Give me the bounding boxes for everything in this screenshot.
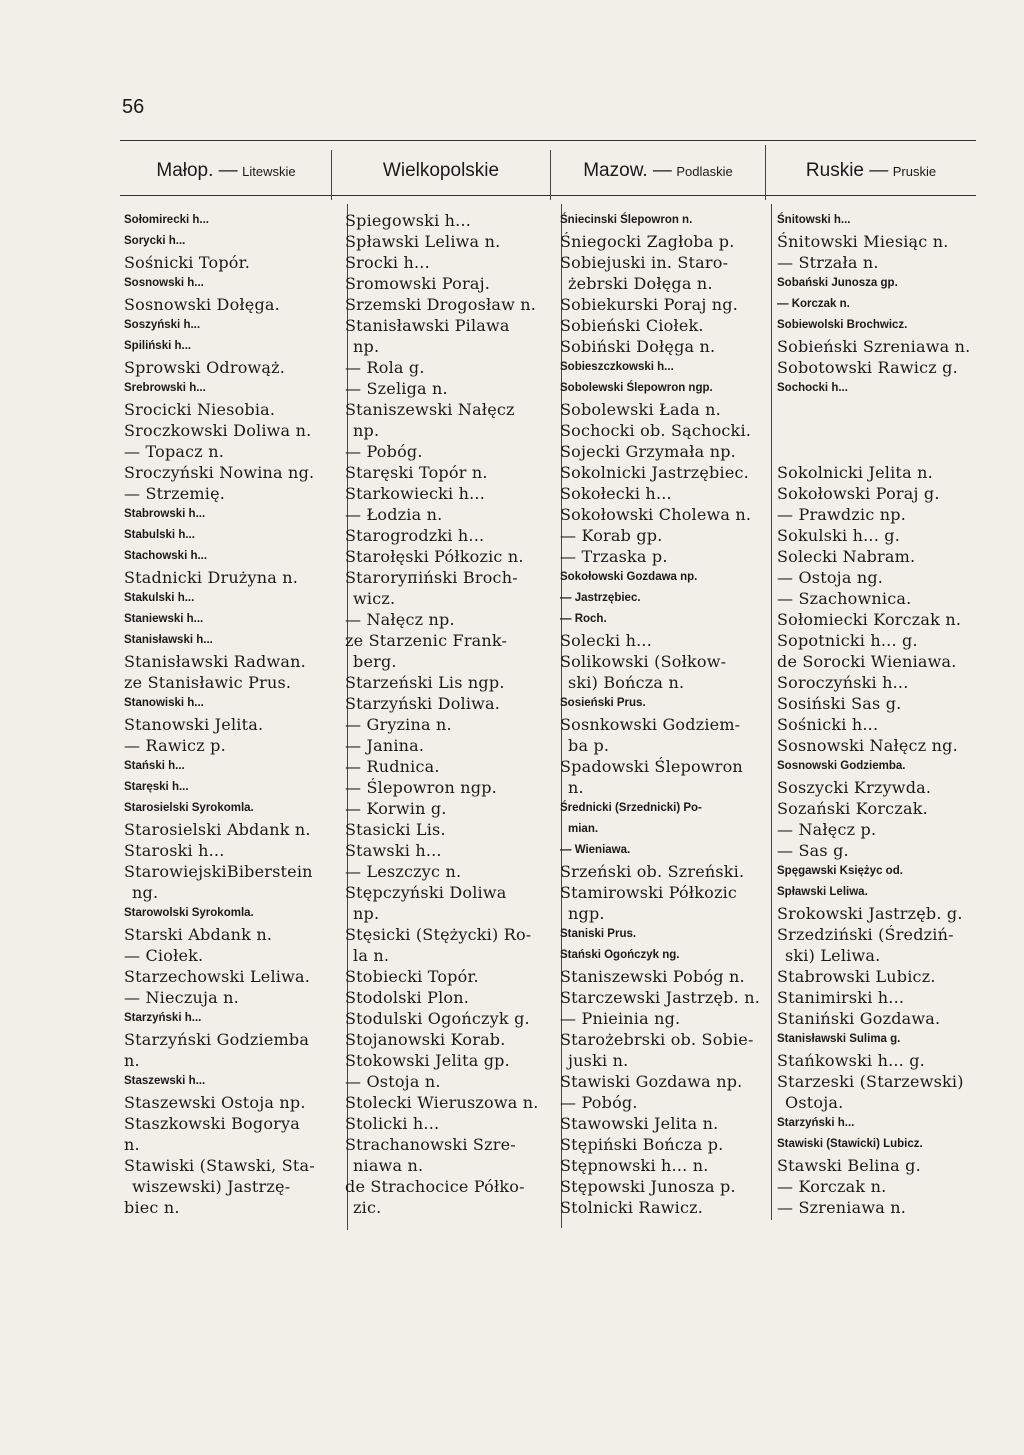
entry: la n. xyxy=(353,946,390,965)
entry: Stachowski h... xyxy=(124,550,208,562)
entry: Stawski h... xyxy=(345,841,442,860)
entry: Stanowiski h... xyxy=(124,697,204,709)
entry: berg. xyxy=(353,652,397,671)
entry: Starzyński h... xyxy=(777,1117,855,1129)
column-ruskie-pruskie xyxy=(777,210,977,1218)
entry: — Łodzia n. xyxy=(345,505,443,524)
entry: — Janina. xyxy=(345,736,425,755)
entry: — Nałęcz p. xyxy=(777,820,877,839)
entry: Sorycki h... xyxy=(124,235,186,247)
entry: Stabulski h... xyxy=(124,529,195,541)
entry: Srzeński ob. Szreński. xyxy=(560,862,745,881)
entry: Staniszewski Nałęcz xyxy=(345,400,515,419)
entry: Starczewski Jastrzęb. n. xyxy=(560,988,760,1007)
entry: Sroczyński Nowina ng. xyxy=(124,463,315,482)
entry: Sopotnicki h... g. xyxy=(777,631,918,650)
entry: Starzyński Doliwa. xyxy=(345,694,501,713)
column-divider xyxy=(331,150,332,200)
entry: StarowiejskiBiberstein xyxy=(124,862,313,881)
entry: mian. xyxy=(568,823,599,835)
entry: Stabrowski Lubicz. xyxy=(777,967,936,986)
entry: Staniewski h... xyxy=(124,613,204,625)
entry: Stawiski (Stawicki) Lubicz. xyxy=(777,1138,923,1150)
entry: Sołomirecki h... xyxy=(124,214,209,226)
entry: Sroczkowski Doliwa n. xyxy=(124,421,312,440)
entry: wiszewski) Jastrzę- xyxy=(132,1177,291,1196)
entry: ski) Bończa n. xyxy=(568,673,685,692)
header-malopolskie-litewskie: Małop. — Litewskie xyxy=(156,160,296,181)
entry: Starosielski Abdank n. xyxy=(124,820,311,839)
entry: Stawski Belina g. xyxy=(777,1156,921,1175)
entry: ze Starzenic Frank- xyxy=(345,631,508,650)
entry: Stodulski Ogończyk g. xyxy=(345,1009,530,1028)
entry: Soroczyński h... xyxy=(777,673,909,692)
entry: — Ostoja n. xyxy=(345,1072,441,1091)
entry: — Szeliga n. xyxy=(345,379,448,398)
entry: Sobiekurski Poraj ng. xyxy=(560,295,738,314)
entry: Spiegowski h... xyxy=(345,211,472,230)
entry: — Trzaska p. xyxy=(560,547,668,566)
entry: Stanisławski Sulima g. xyxy=(777,1033,901,1045)
header-bottom-rule xyxy=(120,195,976,196)
entry: Stawowski Jelita n. xyxy=(560,1114,719,1133)
entry: Stasicki Lis. xyxy=(345,820,446,839)
entry: ze Stanisławic Prus. xyxy=(124,673,292,692)
entry: — Ciołek. xyxy=(124,946,204,965)
entry: Stamirowski Półkozic xyxy=(560,883,738,902)
entry: Średnicki (Srzednicki) Po- xyxy=(560,802,702,814)
entry: Staniński Gozdawa. xyxy=(777,1009,941,1028)
entry: Sokolnicki Jastrzębiec. xyxy=(560,463,749,482)
entry: Sośnicki h... xyxy=(777,715,879,734)
entry: np. xyxy=(353,421,380,440)
entry: Sobiejuski in. Staro- xyxy=(560,253,729,272)
entry: Sołomiecki Korczak n. xyxy=(777,610,962,629)
entry: Stawiski (Stawski, Sta- xyxy=(124,1156,315,1175)
entry: — Rudnica. xyxy=(345,757,440,776)
entry: Sośnicki Topór. xyxy=(124,253,250,272)
entry: Stanowski Jelita. xyxy=(124,715,264,734)
entry: Stakulski h... xyxy=(124,592,195,604)
entry: Śniecinski Ślepowron n. xyxy=(560,214,693,226)
entry: Srocicki Niesobia. xyxy=(124,400,276,419)
entry: Śnitowski h... xyxy=(777,214,851,226)
entry: — Roch. xyxy=(560,613,607,625)
entry: Starzechowski Leliwa. xyxy=(124,967,311,986)
entry xyxy=(777,399,977,420)
entry: Sokołecki h... xyxy=(560,484,672,503)
entry: Staręski h... xyxy=(124,781,189,793)
entry: Stanimirski h... xyxy=(777,988,905,1007)
entry: Starołęski Półkozic n. xyxy=(345,547,524,566)
entry: — Szreniawa n. xyxy=(777,1198,907,1217)
column-malopolskie-litewskie xyxy=(124,210,342,1218)
entry: Stawiski Gozdawa np. xyxy=(560,1072,743,1091)
entry: Sobański Junosza gp. xyxy=(777,277,898,289)
entry: Sokolnicki Jelita n. xyxy=(777,463,933,482)
entry: — Sas g. xyxy=(777,841,849,860)
entry: Sobiewolski Brochwicz. xyxy=(777,319,908,331)
entry: — Szachownica. xyxy=(777,589,912,608)
entry: Starogrodzki h... xyxy=(345,526,485,545)
entry: n. xyxy=(568,778,584,797)
column-mazowieckie-podlaskie xyxy=(560,210,770,1218)
page-number: 56 xyxy=(122,96,145,118)
header-ruskie-pruskie: Ruskie — Pruskie xyxy=(805,160,937,181)
entry: — Korczak n. xyxy=(777,1177,887,1196)
entry: Staroryпiński Broch- xyxy=(345,568,518,587)
entry: Staszewski h... xyxy=(124,1075,206,1087)
entry: Sokulski h... g. xyxy=(777,526,900,545)
entry: Stański Ogończyk ng. xyxy=(560,949,680,961)
entry: Staniszewski Pobóg n. xyxy=(560,967,745,986)
entry: Starski Abdank n. xyxy=(124,925,273,944)
entry: Sosnkowski Godziem- xyxy=(560,715,741,734)
entry: Sromowski Poraj. xyxy=(345,274,491,293)
entry: Sobiński Dołęga n. xyxy=(560,337,716,356)
entry: Stępnowski h... n. xyxy=(560,1156,709,1175)
entry: — Pnieinia ng. xyxy=(560,1009,681,1028)
entry: Stojanowski Korab. xyxy=(345,1030,506,1049)
entry: Stępiński Bończa p. xyxy=(560,1135,724,1154)
entry: biec n. xyxy=(124,1198,180,1217)
entry xyxy=(777,441,977,462)
entry: — Rawicz p. xyxy=(124,736,226,755)
entry: Stanisławski Pilawa xyxy=(345,316,510,335)
entry: Staszewski Ostoja np. xyxy=(124,1093,306,1112)
entry: żebrski Dołęga n. xyxy=(568,274,713,293)
entry: Stolicki h... xyxy=(345,1114,440,1133)
entry: Śnitowski Miesiąc n. xyxy=(777,232,949,251)
entry: Srebrowski h... xyxy=(124,382,206,394)
entry: ng. xyxy=(132,883,159,902)
entry: — Nieczuja n. xyxy=(124,988,239,1007)
entry: — Jastrzębiec. xyxy=(560,592,641,604)
entry: Sosnowski h... xyxy=(124,277,204,289)
entry: Sobolewski Ślepowron ngp. xyxy=(560,382,713,394)
entry: — Topacz n. xyxy=(124,442,224,461)
entry: n. xyxy=(124,1051,140,1070)
entry: Stępowski Junosza p. xyxy=(560,1177,736,1196)
entry: Stokowski Jelita gp. xyxy=(345,1051,510,1070)
entry: wicz. xyxy=(353,589,396,608)
entry: Starożebrski ob. Sobie- xyxy=(560,1030,754,1049)
column-divider xyxy=(765,145,766,200)
entry: juski n. xyxy=(568,1051,629,1070)
entry: Sochocki h... xyxy=(777,382,848,394)
entry: Sokołowski Poraj g. xyxy=(777,484,940,503)
entry: Stęsicki (Stężycki) Ro- xyxy=(345,925,532,944)
table-header xyxy=(120,140,976,196)
entry: Stadnicki Drużyna n. xyxy=(124,568,299,587)
entry: Ostoja. xyxy=(785,1093,844,1112)
entry: Sosnowski Dołęga. xyxy=(124,295,280,314)
entry: — Rola g. xyxy=(345,358,425,377)
entry: Srzemski Drogosław n. xyxy=(345,295,537,314)
entry: Spęgawski Księżyc od. xyxy=(777,865,903,877)
entry: — Ostoja ng. xyxy=(777,568,884,587)
entry: Stępczyński Doliwa xyxy=(345,883,507,902)
entry: — Leszczyc n. xyxy=(345,862,462,881)
column-divider xyxy=(550,150,551,200)
entry: Staszkowski Bogorya xyxy=(124,1114,300,1133)
entry: ski) Leliwa. xyxy=(785,946,881,965)
entry: — Nałęcz np. xyxy=(345,610,455,629)
entry: Sozański Korczak. xyxy=(777,799,928,818)
entry: Starzyński h... xyxy=(124,1012,202,1024)
entry: Starowolski Syrokomla. xyxy=(124,907,254,919)
entry: — Ślepowron ngp. xyxy=(345,778,497,797)
entry: Solecki h... xyxy=(560,631,653,650)
entry: — Pobóg. xyxy=(560,1093,638,1112)
entry: Sosnowski Godziemba. xyxy=(777,760,906,772)
entry: Starkowiecki h... xyxy=(345,484,486,503)
entry: Stański h... xyxy=(124,760,185,772)
entry: Sochocki ob. Sąchocki. xyxy=(560,421,752,440)
entry: Sojecki Grzymała np. xyxy=(560,442,736,461)
entry: niawa n. xyxy=(353,1156,424,1175)
entry: Sosieński Prus. xyxy=(560,697,646,709)
entry: — Korwin g. xyxy=(345,799,447,818)
entry: — Strzała n. xyxy=(777,253,879,272)
entry: Soszyński h... xyxy=(124,319,201,331)
entry: — Korab gp. xyxy=(560,526,663,545)
entry: Solecki Nabram. xyxy=(777,547,916,566)
entry: Spiliński h... xyxy=(124,340,192,352)
entry: n. xyxy=(124,1135,140,1154)
entry: — Pobóg. xyxy=(345,442,423,461)
column-wielkopolskie xyxy=(345,210,559,1218)
entry: Sosnowski Nałęcz ng. xyxy=(777,736,958,755)
entry: Starzeski (Starzewski) xyxy=(777,1072,964,1091)
entry: Sobieński Szreniawa n. xyxy=(777,337,971,356)
entry: Sobolewski Łada n. xyxy=(560,400,721,419)
entry: — Strzemię. xyxy=(124,484,226,503)
entry: Starzyński Godziemba xyxy=(124,1030,310,1049)
entry: — Korczak n. xyxy=(777,298,850,310)
entry: Stobiecki Topór. xyxy=(345,967,479,986)
entry: zic. xyxy=(353,1198,382,1217)
entry: Stabrowski h... xyxy=(124,508,206,520)
entry: ba p. xyxy=(568,736,610,755)
entry: — Prawdzic np. xyxy=(777,505,907,524)
entry: Staniski Prus. xyxy=(560,928,637,940)
header-wielkopolskie: Wielkopolskie xyxy=(382,160,500,181)
entry: Sobieński Ciołek. xyxy=(560,316,704,335)
entry: Sosiński Sas g. xyxy=(777,694,902,713)
entry: Stanisławski h... xyxy=(124,634,213,646)
entry: Starzeński Lis ngp. xyxy=(345,673,505,692)
entry: Strachanowski Szre- xyxy=(345,1135,516,1154)
entry: Stolecki Wieruszowa n. xyxy=(345,1093,539,1112)
entry: — Wieniawa. xyxy=(560,844,631,856)
entry: Spławski Leliwa. xyxy=(777,886,868,898)
entry: Soszycki Krzywda. xyxy=(777,778,932,797)
entry: Staręski Topór n. xyxy=(345,463,488,482)
entry: Spadowski Ślepowron xyxy=(560,757,743,776)
entry: Srocki h... xyxy=(345,253,430,272)
entry: Śniegocki Zagłoba p. xyxy=(560,232,735,251)
entry: de Sorocki Wieniawa. xyxy=(777,652,957,671)
entry xyxy=(777,420,977,441)
entry: Spławski Leliwa n. xyxy=(345,232,501,251)
entry: ngp. xyxy=(568,904,605,923)
entry: Sokołowski Gozdawa np. xyxy=(560,571,698,583)
entry: Sobieszczkowski h... xyxy=(560,361,674,373)
entry: de Strachocice Półko- xyxy=(345,1177,525,1196)
entry: Srzedziński (Średziń- xyxy=(777,925,954,944)
entry: Stodolski Plon. xyxy=(345,988,470,1007)
entry: Srokowski Jastrzęb. g. xyxy=(777,904,963,923)
entry: Stolnicki Rawicz. xyxy=(560,1198,704,1217)
entry: Stanisławski Radwan. xyxy=(124,652,306,671)
entry: Sobotowski Rawicz g. xyxy=(777,358,958,377)
entry: Solikowski (Sołkow- xyxy=(560,652,727,671)
column-divider xyxy=(771,204,772,1220)
entry: — Gryzina n. xyxy=(345,715,452,734)
entry: Starosielski Syrokomla. xyxy=(124,802,254,814)
entry: np. xyxy=(353,337,380,356)
entry: Sprowski Odrowąż. xyxy=(124,358,286,377)
entry: Staroski h... xyxy=(124,841,225,860)
entry: Stańkowski h... g. xyxy=(777,1051,925,1070)
entry: Sokołowski Cholewa n. xyxy=(560,505,752,524)
header-mazowieckie-podlaskie: Mazow. — Podlaskie xyxy=(583,160,733,181)
entry: np. xyxy=(353,904,380,923)
